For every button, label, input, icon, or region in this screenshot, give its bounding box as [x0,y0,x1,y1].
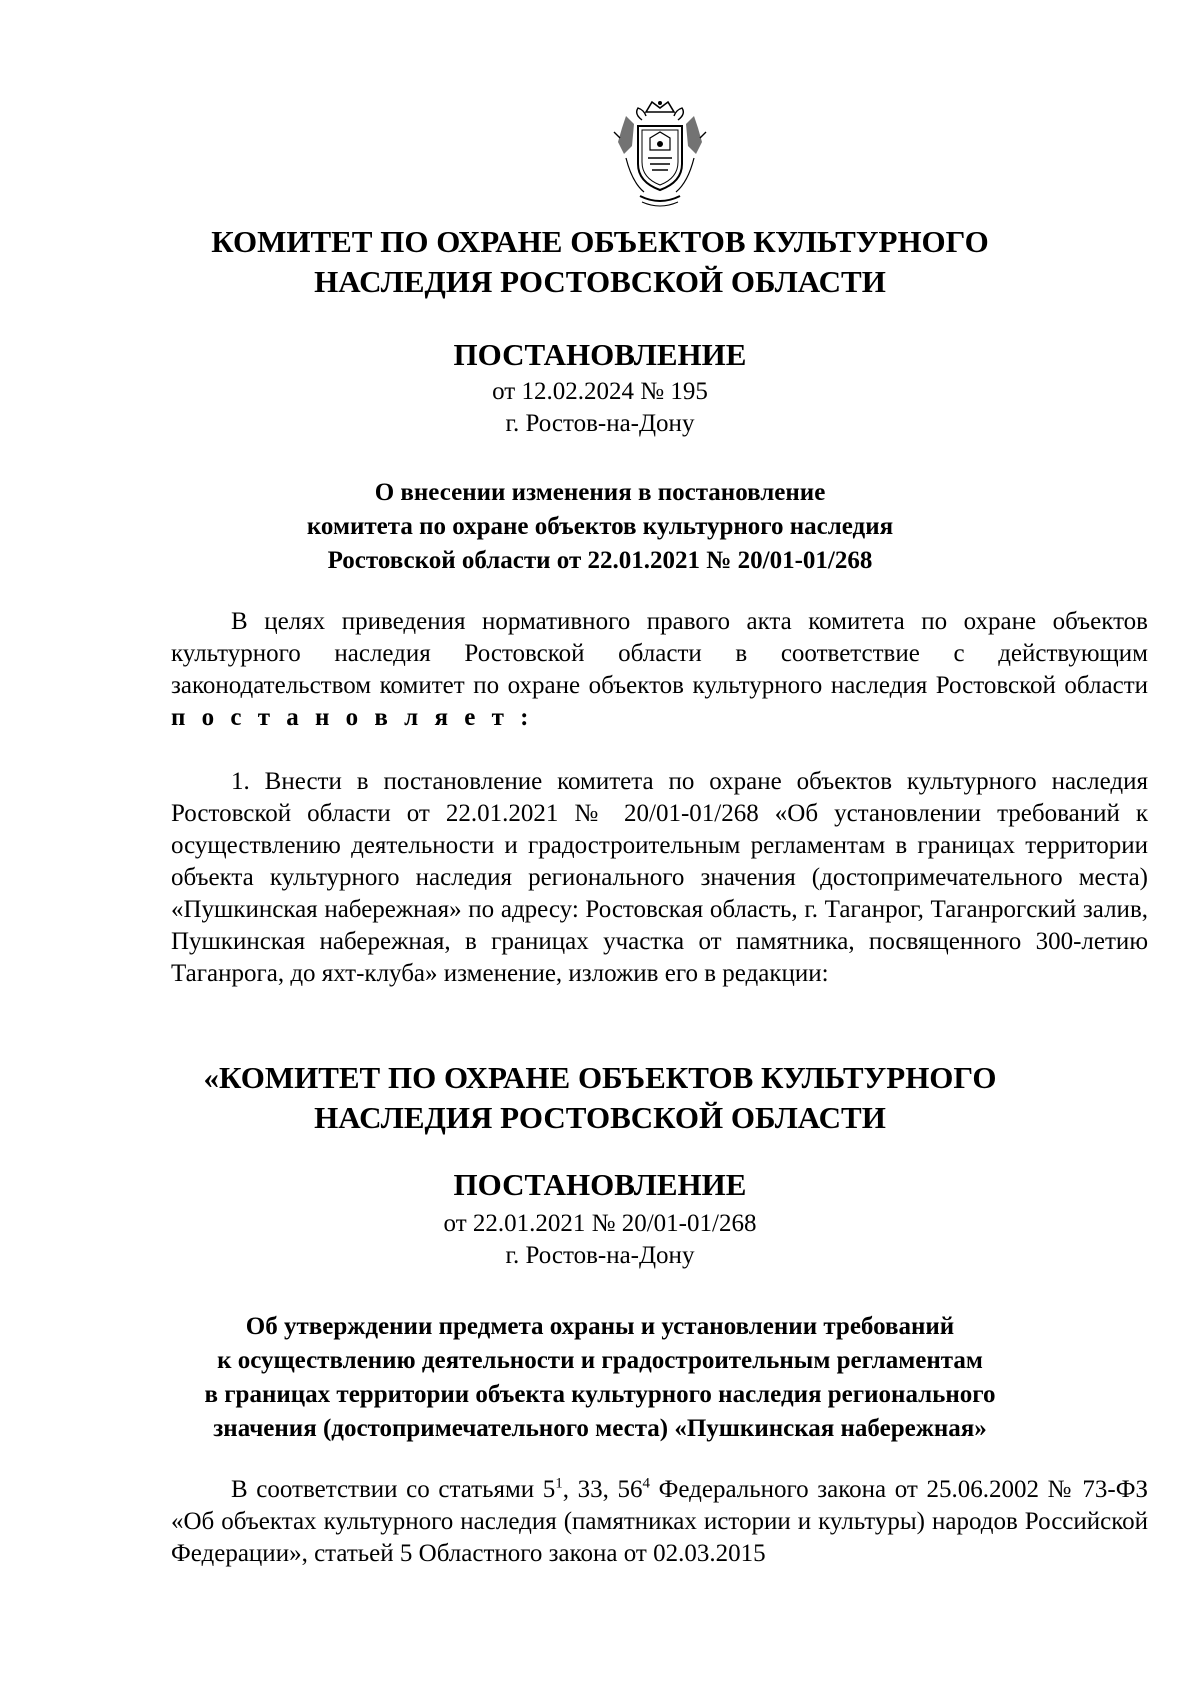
committee-header-line-1: КОМИТЕТ ПО ОХРАНЕ ОБЪЕКТОВ КУЛЬТУРНОГО [211,224,989,259]
quoted-subject-line-3: в границах территории объекта культурного наследия регионального [204,1381,996,1408]
item-1-paragraph [171,766,1148,990]
quoted-preamble-paragraph [171,1474,1148,1570]
preamble-paragraph [171,606,1148,734]
quoted-subject-line-1: Об утверждении предмета охраны и установлении требований [245,1313,955,1340]
quoted-committee-header-line-2: НАСЛЕДИЯ РОСТОВСКОЙ ОБЛАСТИ [314,1100,886,1135]
quoted-decree-date-number: от 22.01.2021 № 20/01-01/268 [443,1210,757,1237]
quoted-preamble-part-1: В соответствии со статьями 5 [231,1476,556,1503]
quoted-decree-title: ПОСТАНОВЛЕНИЕ [453,1167,747,1202]
decision-word: п о с т а н о в л я е т : [171,704,534,731]
decree-meta [0,376,1200,440]
decree-subject-line-1: О внесении изменения в постановление [374,479,826,506]
quoted-subject-line-4: значения (достопримечательного места) «Пушкинская набережная» [213,1415,987,1442]
item-1-text: 1. Внести в постановление комитета по охране объектов культурного наследия Ростовской области от 22.01.2021 № 20/01-01/268 «Об установлении требований к осуществлению деятельности и градостроительным регламентам в границах территории объекта культурного наследия регионального значения (достопримечательного места) «Пушкинская набережная» по адресу: Ростовская область, г. Таганрог, Таганрогский залив, Пушкинская набережная, в границах участка от памятника, посвященного 300-летию Таганрога, до яхт-клуба» изменение, изложив его в редакции: [171,768,1148,987]
quoted-committee-header-line-1: «КОМИТЕТ ПО ОХРАНЕ ОБЪЕКТОВ КУЛЬТУРНОГО [203,1060,997,1095]
quoted-decree-subject [0,1310,1200,1446]
decree-subject-line-3: Ростовской области от 22.01.2021 № 20/01-01/268 [327,547,873,574]
superscript-1: 1 [555,1475,563,1492]
decree-place: г. Ростов-на-Дону [505,410,695,437]
quoted-committee-header [0,1058,1200,1138]
quoted-subject-line-2: к осуществлению деятельности и градостроительным регламентам [217,1347,983,1374]
committee-header [0,222,1200,302]
quoted-preamble-part-3: Федерального закона от 25.06.2002 № 73-ФЗ «Об объектах культурного наследия (памятниках истории и культуры) народов Российской Федерации», статьей 5 Областного закона от 02.03.2015 [171,1476,1148,1567]
superscript-4: 4 [642,1475,651,1492]
coat-of-arms-emblem [612,98,708,210]
decree-subject-line-2: комитета по охране объектов культурного наследия [306,513,894,540]
decree-subject [0,476,1200,578]
quoted-decree-meta [0,1208,1200,1272]
quoted-decree-place: г. Ростов-на-Дону [505,1242,695,1269]
committee-header-line-2: НАСЛЕДИЯ РОСТОВСКОЙ ОБЛАСТИ [314,264,886,299]
decree-title: ПОСТАНОВЛЕНИЕ [453,337,747,372]
decree-date-number: от 12.02.2024 № 195 [492,378,708,405]
preamble-text: В целях приведения нормативного правого акта комитета по охране объектов культурного наследия Ростовской области в соответствие с действующим законодательством комитет по охране объектов культурного наследия Ростовской области [171,608,1148,699]
quoted-preamble-part-2: , 33, 56 [562,1476,643,1503]
